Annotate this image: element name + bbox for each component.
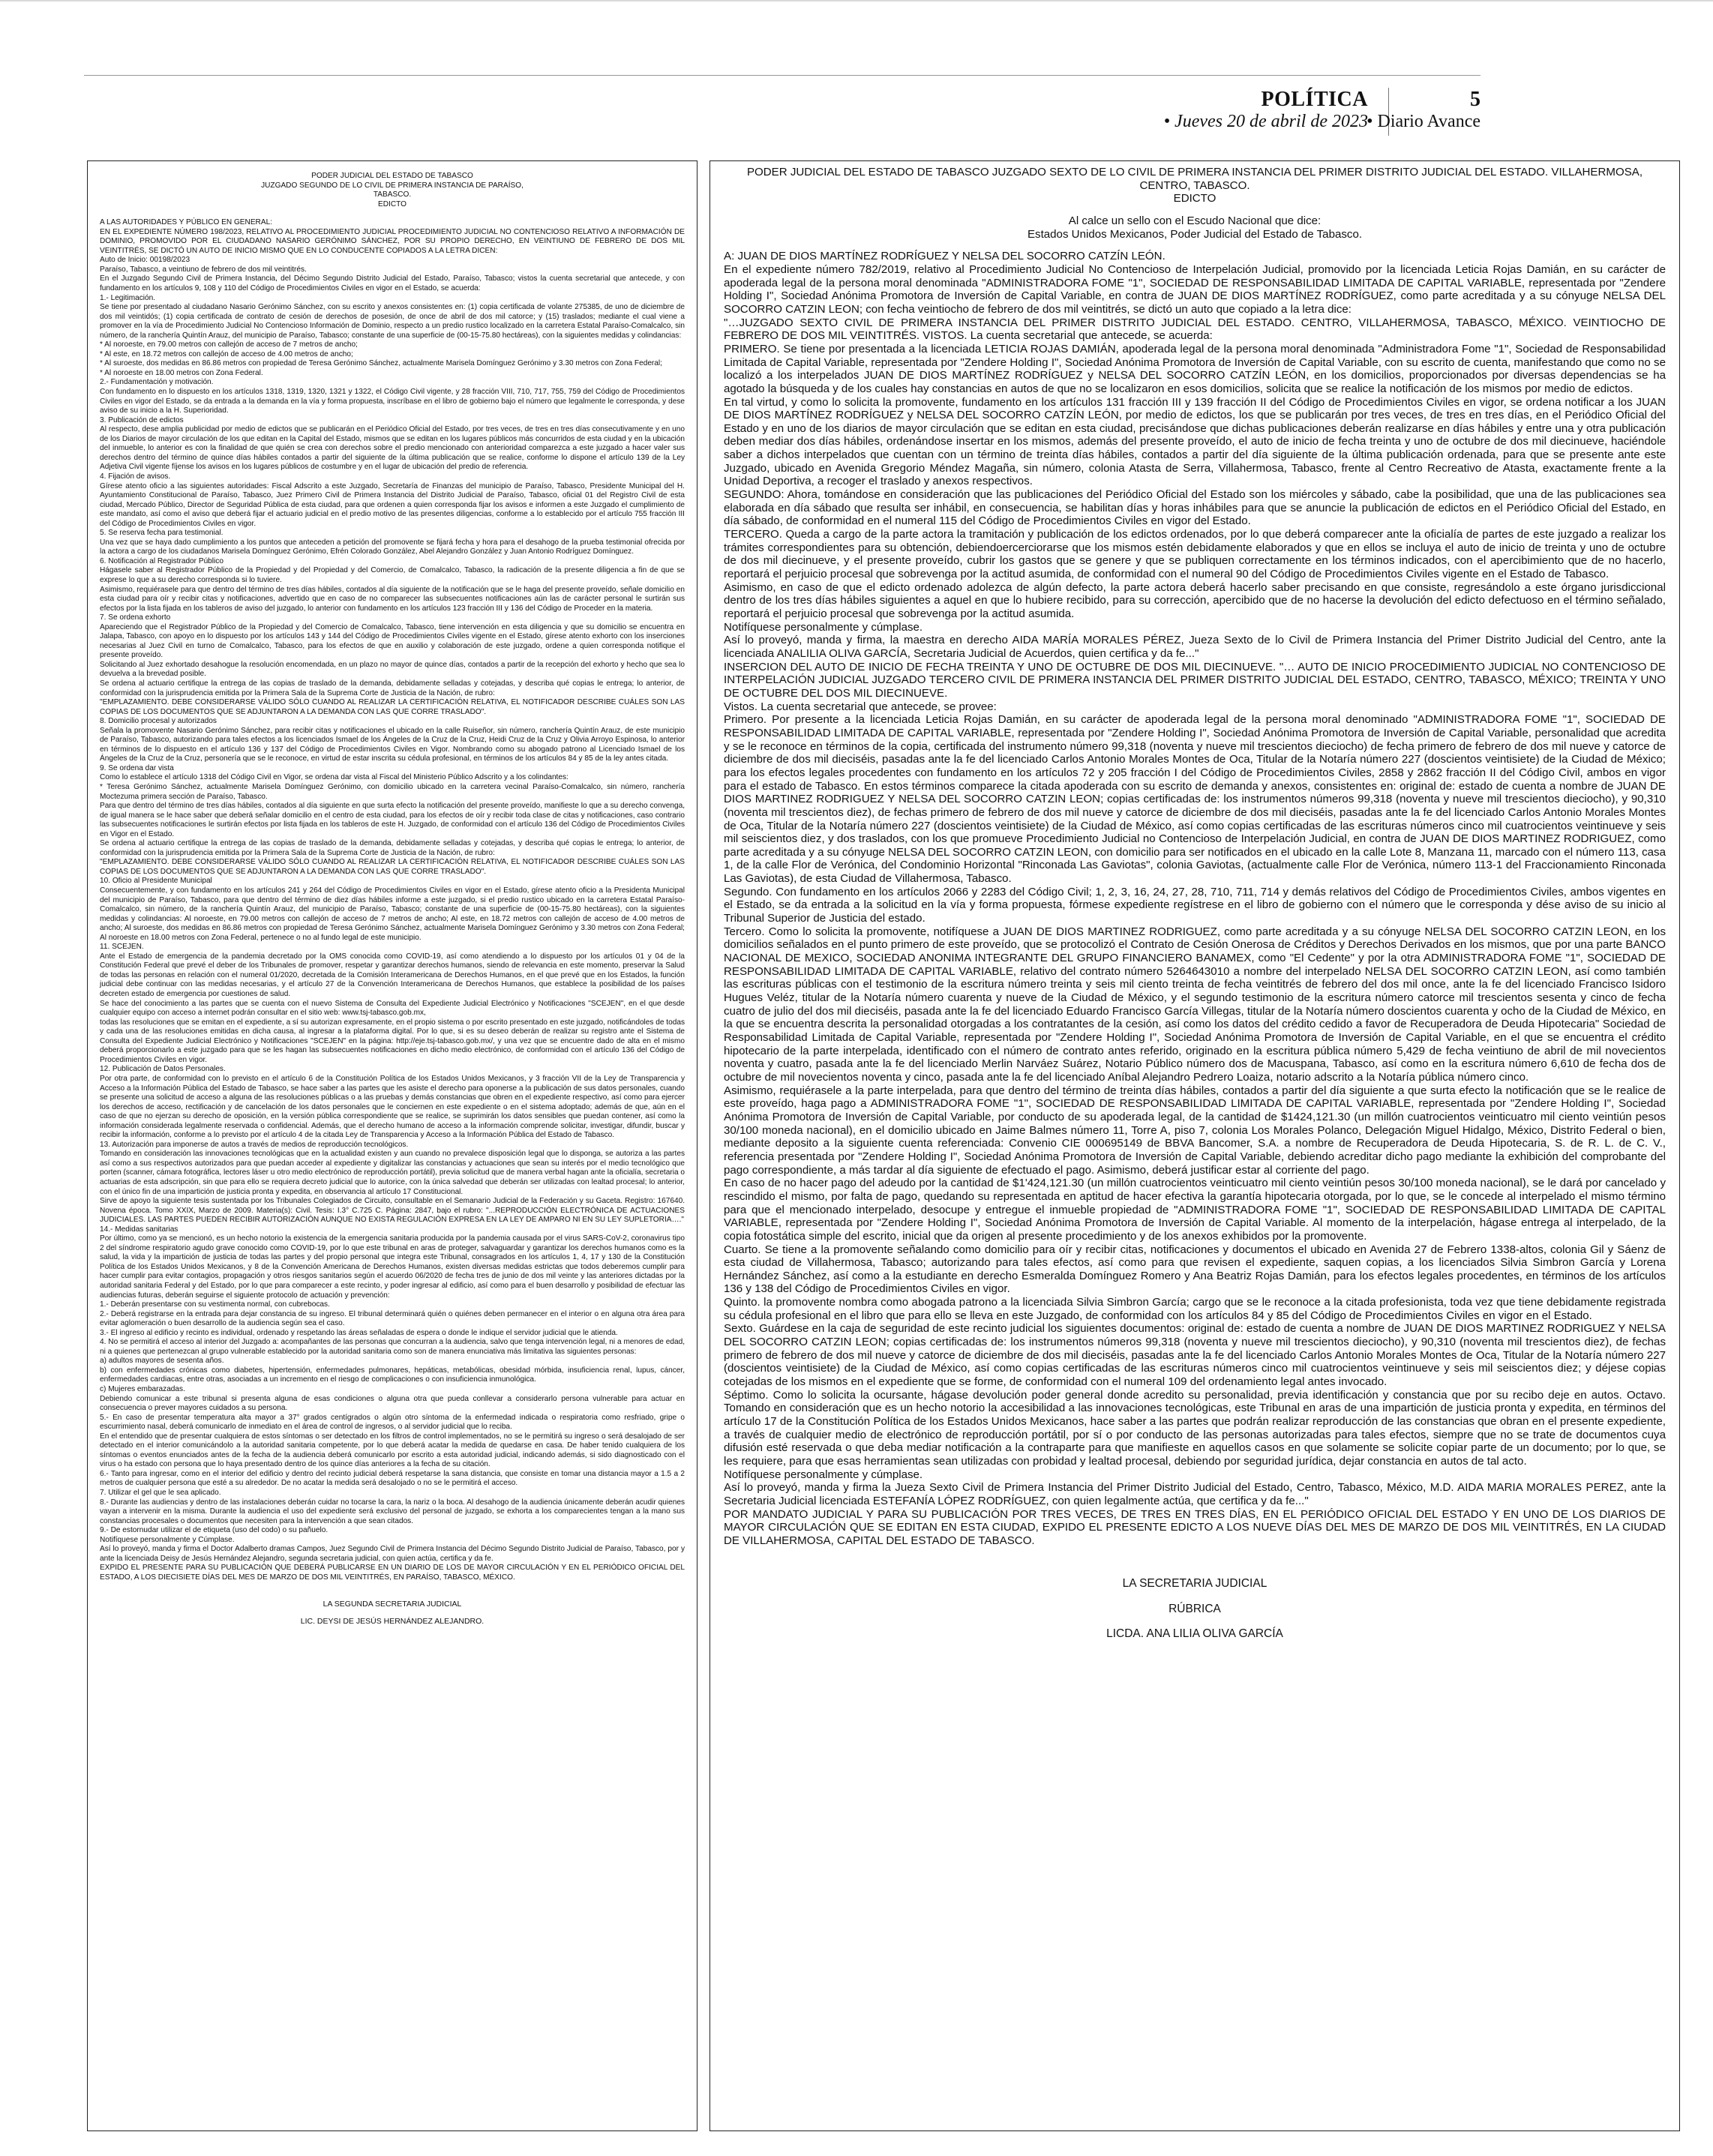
edict-paragraph: Notifíquese personalmente y cúmplase. bbox=[724, 620, 923, 634]
signature-line: LA SECRETARIA JUDICIAL bbox=[1122, 1577, 1268, 1591]
edict-villahermosa-heading bbox=[724, 166, 1666, 205]
section-title: POLÍTICA bbox=[1261, 88, 1368, 111]
edict-paragraph: Se ordena al actuario certifique la entrega de las copias de traslado de la demanda, debidamente selladas y cotejadas, y describa qué copias le entrega; lo anterior, de conformidad con la jurisprudencia emitida por la Primera Sala de la Suprema Corte de Justicia de la Nación, de rubro: bbox=[100, 679, 685, 697]
edict-paragraph: 6. Notificación al Registrador Público bbox=[100, 556, 224, 565]
seal-line: Al calce un sello con el Escudo Nacional que dice: bbox=[1068, 214, 1322, 227]
heading-line: JUZGADO SEGUNDO DE LO CIVIL DE PRIMERA INSTANCIA DE PARAÍSO, bbox=[261, 181, 524, 190]
edict-paragraph: En el entendido que de presentar cualquiera de estos síntomas o ser detectado en los filtros de control implementados, no se le permitirá su ingreso o será desalojado de ser detectado en el interior comunicándolo a la autoridad sanitaria competente, por lo que deberá acatar la medida de quedarse en casa. De haber tenido cualquiera de los síntomas o eventos enunciados antes de la fecha de la audiencia deberá comunicarlo por escrito a esta autoridad judicial, indicando además, si sido diagnosticado con el virus o ha estado con persona que lo haya presentado dentro de los quince días anteriores a la fecha de su citación. bbox=[100, 1432, 685, 1469]
edict-paragraph: Vistos. La cuenta secretarial que antecede, se provee: bbox=[724, 700, 997, 713]
edict-paragraph: Segundo. Con fundamento en los artículos 2066 y 2283 del Código Civil; 1, 2, 3, 16, 24, 27, 28, 710, 711, 714 y demás relativos del Código de Procedimientos Civiles, ambos vigentes en el Estado, se da entrada a la solicitud en la vía y forma propuesta, fórmese expediente regístrese en el libro de gobierno con el número que le corresponda y dése aviso de su inicio al Tribunal Superior de Justicia del estado. bbox=[724, 885, 1666, 925]
edict-paragraph: 5.- En caso de presentar temperatura alta mayor a 37° grados centígrados o algún otro síntoma de la enfermedad indicada o respiratoria como resfriado, gripe o escurrimiento nasal, deberá comunicarlo de inmediato en el área de control de ingresos, o al servidor judicial que lo reciba. bbox=[100, 1413, 685, 1432]
edict-paragraph: 11. SCEJEN. bbox=[100, 943, 144, 952]
edict-paragraph: 5. Se reserva fecha para testimonial. bbox=[100, 529, 224, 538]
edict-paragraph: Se hace del conocimiento a las partes que se cuenta con el nuevo Sistema de Consulta del Expediente Judicial Electrónico y Notificaciones "SCEJEN", en el que desde cualquier equipo con acceso a internet podrán consultar en el sitio web: www.tsj-tabasco.gob.mx, bbox=[100, 999, 685, 1018]
edict-paragraph: "EMPLAZAMIENTO. DEBE CONSIDERARSE VÁLIDO SÓLO CUANDO AL REALIZAR LA CERTIFICACIÓN RELATIVA, EL NOTIFICADOR DESCRIBE CUÁLES SON LAS COPIAS DE LOS DOCUMENTOS QUE SE ADJUNTARON A LA DEMANDA CON LAS QUE CORRE TRASLADO". bbox=[100, 698, 685, 716]
page-header bbox=[84, 75, 1480, 140]
edict-paragraph: 13. Autorización para imponerse de autos a través de medios de reproducción tecnológicos. bbox=[100, 1140, 409, 1149]
edict-paragraph: EN EL EXPEDIENTE NÚMERO 198/2023, RELATIVO AL PROCEDIMIENTO JUDICIAL PROCEDIMIENTO JUDICIAL NO CONTENCIOSO RELATIVO A INFORMACIÓN DE DOMINIO, PROMOVIDO POR EL CIUDADANO NASARIO GERÓNIMO SÁNCHEZ, POR SU PROPIO DERECHO, EN VEINTIUNO DE FEBRERO DE DOS MIL VEINTITRÉS, SE DICTÓ UN AUTO DE INICIO MISMO QUE EN LO CONDUCENTE COPIADOS A LA LETRA DICEN: bbox=[100, 227, 685, 255]
edict-paragraph: En tal virtud, y como lo solicita la promovente, fundamento en los artículos 131 fracción III y 139 fracción II del Código de Procedimientos Civiles en vigor, se ordena notificar a los JUAN DE DIOS MARTÍNEZ RODRÍGUEZ y NELSA DEL SOCORRO CATZÍN LEÓN, por medio de edictos, los que se publicarán por tres veces, de tres en tres días, en el Periódico Oficial del Estado y en uno de los diarios de mayor circulación que se editan en esta ciudad, precisándose que dichas publicaciones deberán realizarse en días hábiles y entre una y otra publicación deben mediar dos días hábiles, ordenándose insertar en los mismos, además del presente proveído, el auto de inicio de fecha treinta y uno de octubre de dos mil diecinueve, haciéndole saber a dichos interpelados que cuentan con un término de treinta días hábiles, contados a partir del día siguiente de la última publicación ordenada, para que se presente ante este Juzgado, ubicado en Avenida Gregorio Méndez Magaña, sin número, colonia Atasta de Serra, Villahermosa, Tabasco, frente al Centro Recreativo de Atasta, exactamente frente a la Unidad Deportiva, a recoger el traslado y anexos respectivos. bbox=[724, 395, 1666, 488]
edict-paragraph: 10. Oficio al Presidente Municipal bbox=[100, 877, 212, 886]
edict-paragraph: Quinto. la promovente nombra como abogada patrono a la licenciada Silvia Simbron García; cargo que se le reconoce a la citada profesionista, toda vez que tiene debidamente registrada su cédula profesional en el libro que para ello se lleva en este Juzgado, de conformidad con los artículos 84 y 85 del Código de Procedimientos Civiles en vigor en el Estado. bbox=[724, 1296, 1666, 1322]
edict-paragraph: Con fundamento en lo dispuesto en los artículos 1318, 1319, 1320, 1321 y 1322, el Código Civil vigente, y 28 fracción VIII, 710, 717, 755, 759 del Código de Procedimientos Civiles en vigor del Estado, se da entrada a la demanda en la vía y forma propuesta, inscríbase en el libro de gobierno bajo el número que legalmente le corresponda, y dese aviso de su inicio a la H. Superioridad. bbox=[100, 388, 685, 415]
edict-paragraph: Para que dentro del término de tres días hábiles, contados al día siguiente en que surta efecto la notificación del presente proveído, manifieste lo que a su derecho convenga, de igual manera se le hace saber que deberá señalar domicilio en el centro de esta ciudad, para los efectos de oír y recibir toda clase de citas y notificaciones, caso contrario las subsecuentes notificaciones le surtirán efectos por lista fijada en los tableros de este H. Juzgado, de conformidad con el artículo 136 del Código de Procedimientos Civiles en Vigor en el Estado. bbox=[100, 802, 685, 838]
edict-paragraph: Tercero. Como lo solicita la promovente, notifíquese a JUAN DE DIOS MARTINEZ RODRIGUEZ, como parte acreditada y a su cónyuge NELSA DEL SOCORRO CATZIN LEON, en los domicilios señalados en el punto primero de este proveído, que se protocolizó el Contrato de Cesión Onerosa de Créditos y Derechos Derivados en los mismos, que por una parte BANCO NACIONAL DE MEXICO, SOCIEDAD ANONIMA INTEGRANTE DEL GRUPO FINANCIERO BANAMEX, como "El Cedente" y por la otra ADMINISTRADORA FOME "1", SOCIEDAD DE RESPONSABILIDAD LIMITADA DE CAPITAL VARIABLE, relativo del contrato número 5264643010 a nombre del interpelado NELSA DEL SOCORRO CATZIN LEON, así como también las escrituras públicas con el testimonio de la escritura número treinta y seis mil ciento treinta de fecha veintitrés de febrero del dos mil once, ante la fe del licenciado Francisco Isidoro Hugues Veléz, titular de la Notaría número cuarenta y nueve de la Ciudad de México, y el segundo testimonio de la escritura número catorce mil trescientos sesenta y cinco de fecha cuatro de julio del dos mil dieciséis, pasada ante la fe del licenciado Eduardo Francisco García Villegas, titular de la Notaría número doscientos cuarenta y ocho de la Ciudad de México, en la que se encuentra descrita la personalidad otorgadas a los contratantes de la cesión, así como los datos del crédito cedido a favor de Recuperadora de Deuda Hipotecaria" Sociedad de Responsabilidad Limitada de Capital Variable, representada por "Zendere Holding I", Sociedad Anónima Promotora de Inversión de Capital Variable, en el que se encuentra el crédito hipotecario de la parte interpelada, identificado con el número de contrato antes referido, originado en la escritura pública número 5,429 de fecha veintiuno de abril de mil novecientos noventa y cuatro, pasada ante la fe del licenciado Merlin Narváez Suárez, Notario Público número dos de Macuspana, Tabasco, así como en la escritura número 6,610 de fecha dos de octubre de mil novecientos noventa y cinco, pasada ante la fe del licenciado Aníbal Alejandro Pedrero Loaiza, notario adscrito a la Notaría pública número cinco. bbox=[724, 925, 1666, 1084]
edict-paragraph: TERCERO. Queda a cargo de la parte actora la tramitación y publicación de los edictos ordenados, por lo que deberá comparecer ante la oficialía de partes de este juzgado a realizar los trámites correspondientes para su obtención, debiendoercerciorarse que los mismos estén debidamente elaborados y que en ellos se incluya el auto de inicio de treinta y uno de octubre de dos mil diecinueve, y el presente proveído, cubrir los gastos que se genere y que se publiquen correctamente en los términos indicados, con el apercibimiento que de no hacerlo, reportará el perjuicio procesal que sobrevenga por la actitud asumida, de conformidad con el numeral 90 del Código de Procedimientos Civiles vigente en el Estado de Tabasco. bbox=[724, 528, 1666, 581]
heading-line: PODER JUDICIAL DEL ESTADO DE TABASCO JUZGADO SEXTO DE LO CIVIL DE PRIMERA INSTANCIA DEL PRIMER DISTRITO JUDICIAL DEL ESTADO. VILLAHERMOSA, CENTRO, TABASCO. bbox=[746, 166, 1643, 192]
edict-villahermosa-body bbox=[724, 250, 1666, 1547]
edict-paragraph: SEGUNDO: Ahora, tomándose en consideración que las publicaciones del Periódico Oficial del Estado son los miércoles y sábado, cabe la posibilidad, que una de las publicaciones sea elaborada en día sábado que resulta ser inhábil, en consecuencia, se habilitan días y horas inhábiles para que se anuncie la publicación de edictos en el Periódico Oficial del Estado, en día sábado, de conformidad en el numeral 115 del Código de Procedimientos Civiles en vigor del Estado. bbox=[724, 488, 1666, 528]
edict-paragraph: Debiendo comunicar a este tribunal si presenta alguna de esas condiciones o alguna otra que pueda conllevar a considerarlo persona vulnerable para actuar en consecuencia o prever mayores cuidados a su persona. bbox=[100, 1394, 685, 1413]
edict-paragraph: Notifíquese personalmente y Cúmplase. bbox=[100, 1535, 235, 1544]
edict-paragraph: * Al noroeste en 18.00 metros con Zona Federal. bbox=[100, 368, 263, 377]
edict-paraiso-signature bbox=[100, 1600, 685, 1627]
edict-paragraph: Así lo proveyó, manda y firma, la maestra en derecho AIDA MARÍA MORALES PÉREZ, Jueza Sexto de lo Civil de Primera Instancia del Primer Distrito Judicial del Centro, ante la licenciada ANALILIA OLIVA GARCÍA, Secretaria Judicial de Acuerdos, quien certifica y da fe..." bbox=[724, 634, 1666, 660]
edict-paragraph: Primero. Por presente a la licenciada Leticia Rojas Damián, en su carácter de apoderada legal de la persona moral denominado "ADMINISTRADORA FOME "1", SOCIEDAD DE RESPONSABILIDAD LIMITADA DE CAPITAL VARIABLE, representada por "Zendere Holding I", Sociedad Anónima Promotora de Inversión de Capital Variable, personalidad que acredita y se le reconoce en términos de la copia, certificada del instrumento número 99,318 (noventa y nueve mil trescientos dieciocho) de fecha primero de febrero de dos mil nueve y catorce de diciembre de dos mil dieciséis, pasadas ante la fe del licenciado Carlos Antonio Morales Montes de Oca, Titular de la Notaría número 227 (doscientos veintisiete) de la Ciudad de México; para los efectos legales procedentes con fundamento en los artículos 72 y 205 fracción I del Código de Procedimientos Civiles, 2858 y 2862 fracción II del Código Civil, ambos en vigor para el estado de Tabasco. En estos términos comparece la citada apoderada con su escrito de demanda y anexos, consistentes en: original de: estado de cuenta a nombre de JUAN DE DIOS MARTINEZ RODRIGUEZ Y NELSA DEL SOCORRO CATZIN LEON; copias certificadas de: los instrumentos números 99,318 (noventa y nueve mil trescientos dieciocho), y 90,310 (noventa mil trescientos diez), de fechas primero de febrero de dos mil nueve y catorce de diciembre de dos mil dieciséis, pasadas ante la fe del licenciado Carlos Antonio Morales Montes de Oca, Titular de la Notaría número 227 (doscientos veintisiete) de la Ciudad de México, así como copias certificadas de las escrituras números cinco mil cuatrocientos veintinueve y seis mil seiscientos diez, y dos traslados, con los que promueve Procedimiento Judicial no Contencioso de Interpelación Judicial, en contra de JUAN DE DIOS MARTINEZ RODRIGUEZ, como parte acreditada y a su cónyuge NELSA DEL SOCORRO CATZIN LEON, con domicilio para ser notificados en el ubicado en la calle Lote 8, Manzana 11, marcado con el número 113, casa 1, de la calle Flor de Verónica, del Condominio Horizontal "Rinconada Las Gaviotas", colonia Gaviotas, (actualmente calle Flor de Verónica, número 113-1 del Fraccionamiento Rinconada Las Gaviotas), de esta Ciudad de Villahermosa, Tabasco. bbox=[724, 713, 1666, 886]
edict-paragraph: POR MANDATO JUDICIAL Y PARA SU PUBLICACIÓN POR TRES VECES, DE TRES EN TRES DÍAS, EN EL PERIÓDICO OFICIAL DEL ESTADO Y EN UNO DE LOS DIARIOS DE MAYOR CIRCULACIÓN QUE SE EDITAN EN ESTA CIUDAD, EXPIDO EL PRESENTE EDICTO A LOS NUEVE DÍAS DEL MES DE MARZO DE DOS MIL VEINTITRÉS, EN LA CIUDAD DE VILLAHERMOSA, CAPITAL DEL ESTADO DE TABASCO. bbox=[724, 1507, 1666, 1547]
edict-paraiso-body bbox=[100, 218, 685, 1582]
heading-line: TABASCO. bbox=[373, 190, 412, 199]
edict-paragraph: a) adultos mayores de sesenta años. bbox=[100, 1357, 224, 1366]
edict-paragraph: Gírese atento oficio a las siguientes autoridades: Fiscal Adscrito a este Juzgado, Secretaría de Finanzas del municipio de Paraíso, Tabasco, Presidente Municipal del H. Ayuntamiento Constitucional de Paraíso, Tabasco, Juez Primero Civil de Primera Instancia del Distrito Judicial de Paraíso, Tabasco, oficial 01 del Registro Civil de esta ciudad, Mercado Público, Director de Seguridad Pública de esta ciudad, para que ordenen a quien corresponda fijar los avisos e informen a este Juzgado el cumplimiento de este mandato, así como el aviso que deberá fijar el actuario judicial en el predio motivo de las presentes diligencias, conforme a lo establecido por el artículo 755 fracción III del Código de Procedimientos Civiles en vigor. bbox=[100, 481, 685, 528]
edict-paragraph: Señala la promovente Nasario Gerónimo Sánchez, para recibir citas y notificaciones el ubicado en la calle Ruiseñor, sin número, ranchería Quintín Arauz, de este municipio de Paraíso, Tabasco, autorizando para tales efectos a los licenciados Ismael de los Ángeles de la Cruz de la Cruz, Heidi Cruz de la Cruz y Olivia Arroyo Espinosa, lo anterior en términos de lo dispuesto en el artículo 136 y 137 del Código de Procedimientos Civiles en Vigor. Nombrando como su abogado patrono al Licenciado Ismael de los Ángeles de la Cruz de la Cruz, personería que se le reconoce, en virtud de estar inscrita su cédula profesional, en términos de los artículos 84 y 85 de la ley antes citada. bbox=[100, 726, 685, 763]
edict-paragraph: Sexto. Guárdese en la caja de seguridad de este recinto judicial los siguientes documentos: original de: estado de cuenta a nombre de JUAN DE DIOS MARTINEZ RODRIGUEZ Y NELSA DEL SOCORRO CATZIN LEON; copias certificadas de: los instrumentos números 99,318 (noventa y nueve mil trescientos dieciocho), y 90,310 (noventa mil trescientos diez), de fechas primero de febrero de dos mil nueve y catorce de diciembre de dos mil dieciséis, pasadas ante la fe del licenciado Carlos Antonio Morales Montes de Oca, Titular de la Notaría número 227 (doscientos veintisiete) de la Ciudad de México, así como copias certificadas de las escrituras números cinco mil cuatrocientos veintinueve y seis mil seiscientos diez; y déjese copias cotejadas de los mismos en el expediente que se forme, de conformidad con el numeral 109 del ordenamiento legal antes invocado. bbox=[724, 1322, 1666, 1389]
edict-paragraph: Así lo proveyó, manda y firma la Jueza Sexto Civil de Primera Instancia del Primer Distrito Judicial del Estado, Centro, Tabasco, México, M.D. AIDA MARIA MORALES PEREZ, ante la Secretaria Judicial licenciada ESTEFANÍA LÓPEZ RODRÍGUEZ, con quien legalmente actúa, que certifica y da fe..." bbox=[724, 1481, 1666, 1507]
edict-paragraph: Como lo establece el artículo 1318 del Código Civil en Vigor, se ordena dar vista al Fiscal del Ministerio Público Adscrito y a los colindantes: bbox=[100, 773, 568, 782]
edict-paragraph: Una vez que se haya dado cumplimiento a los puntos que anteceden a petición del promovente se fijará fecha y hora para el desahogo de la prueba testimonial ofrecida por la actora a cargo de los ciudadanos Marisela Domínguez Gerónimo, Efrén Colorado González, Abel Alejandro González y Juan Antonio Rodríguez Domínguez. bbox=[100, 538, 685, 556]
edict-paragraph: 14.- Medidas sanitarias bbox=[100, 1225, 178, 1234]
edict-paragraph: Asimismo, requiérasele a la parte interpelada, para que dentro del término de treinta días hábiles, contados a partir del día siguiente a que surta efecto la notificación que se le realice de este proveído, haga pago a ADMINISTRADORA FOME "1", SOCIEDAD DE RESPONSABILIDAD LIMITADA DE CAPITAL VARIABLE, representada por "Zendere Holding I", Sociedad Anónima Promotora de Inversión de Capital Variable, por conducto de su apoderada legal, de la cantidad de $1424,121.30 (un millón cuatrocientos veinticuatro mil ciento veintiún pesos 30/100 moneda nacional), en el domicilio ubicado en Jaime Balmes número 11, Torre A, piso 7, colonia Los Morales Polanco, Delegación Miguel Hidalgo, México, Distrito Federal o bien, mediante deposito a la siguiente cuenta referenciada: Convenio CIE 000695149 de BBVA Bancomer, S.A. a nombre de Recuperadora de Deuda Hipotecaria, S. de R. L. de C. V., referencia presentada por "Zendere Holding I", Sociedad Anónima Promotora de Inversión de Capital Variable, debiendo acreditar dicho pago mediante la exhibición del comprobante del pago correspondiente, a más tardar al día siguiente de efectuado el pago. Asimismo, deberá justificar estar al corriente del pago. bbox=[724, 1084, 1666, 1177]
heading-line: EDICTO bbox=[1173, 192, 1216, 205]
edict-paragraph: Sirve de apoyo la siguiente tesis sustentada por los Tribunales Colegiados de Circuito, consultable en el Semanario Judicial de la Federación y su Gaceta. Registro: 167640. Novena época. Tomo XXIX, Marzo de 2009. Materia(s): Civil. Tesis: I.3° C.725 C. Página: 2847, bajo el rubro: "...REPRODUCCIÓN ELECTRÓNICA DE ACTUACIONES JUDICIALES. LAS PARTES PUEDEN RECIBIR AUTORIZACIÓN AUNQUE NO EXISTA REGULACIÓN EXPRESA EN LA LEY DE AMPARO NI EN SU LEY SUPLETORIA…." bbox=[100, 1197, 685, 1225]
edict-paragraph: Así lo proveyó, manda y firma el Doctor Adalberto dramas Campos, Juez Segundo Civil de Primera Instancia del Décimo Segundo Distrito Judicial de Paraíso, Tabasco, por y ante la licenciada Deisy de Jesús Hernández Alejandro, segunda secretaria judicial, con quien actúa, certifica y da fe. bbox=[100, 1545, 685, 1563]
edict-paragraph: 9.- De estornudar utilizar el de etiqueta (uso del codo) o su pañuelo. bbox=[100, 1526, 328, 1535]
edict-paragraph: Al respecto, dese amplia publicidad por medio de edictos que se publicarán en el Periódico Oficial del Estado, por tres veces, de tres en tres días consecutivamente y en uno de los Diarios de mayor circulación de los que editan en la Capital del Estado, mismos que se editan en los lugares públicos más concurridos de esta ciudad y en la ubicación del inmueble, lo anterior es con la finalidad de que quién se crea con derechos sobre el predio mencionado con anterioridad comparezca a este juzgado a hacer valer sus derechos dentro del término de quince días hábiles contados a partir del siguiente de la última publicación que se realice, conforme lo dispone el artículo 139 de la Ley Adjetiva Civil vigente fíjense los avisos en los lugares públicos de costumbre y en el lugar de ubicación del predio de referencia. bbox=[100, 425, 685, 472]
edict-villahermosa-signature bbox=[724, 1577, 1666, 1641]
heading-line: EDICTO bbox=[378, 199, 406, 208]
edict-paragraph: Séptimo. Como lo solicita la ocursante, hágase devolución poder general donde acredito su personalidad, previa identificación y constancia que por su recibo deje en autos. Octavo. Tomando en consideración que es un hecho notorio la accesibilidad a las innovaciones tecnológicas, este Tribunal en aras de una impartición de justicia pronta y expedita, en términos del artículo 17 de la Constitución Política de los Estados Unidos Mexicanos, hace saber a las partes que podrán realizar reproducción de las constancias que obran en el presente expediente, a través de cualquier medio de electrónico de reproducción portátil, por sí o por conducto de las personas autorizadas para tales efectos, siempre que no se trate de documentos cuya difusión esté reservada o que deba mediar notificación a la contraparte para que manifieste en aquellos casos en que solamente se solicite copiar parte de un documento; por lo que, se les requiere, para que esas herramientas sean utilizadas con probidad y lealtad procesal, debiendo por seguridad jurídica, dejar constancia en autos de tal acto. bbox=[724, 1388, 1666, 1468]
edict-paragraph: b) con enfermedades crónicas como diabetes, hipertensión, enfermedades pulmonares, hepáticas, metabólicas, obesidad mórbida, insuficiencia renal, lupus, cáncer, enfermedades cardiacas, entre otras, asociadas a un incremento en el riesgo de complicaciones o con insuficiencia inmunológica. bbox=[100, 1366, 685, 1384]
edict-paragraph: 4. Fijación de avisos. bbox=[100, 472, 171, 481]
edict-paragraph: Ante el Estado de emergencia de la pandemia decretado por la OMS conocida como COVID-19, así como atendiendo a lo dispuesto por los artículos 01 y 04 de la Constitución Federal que prevé el deber de los Tribunales de promover, respetar y garantizar derechos humanos, siendo de relevancia en este momento, preservar la Salud de todas las personas en relación con el numeral 01/2020, decretada de la Comisión Interamericana de Derechos Humanos, en el que prevé que en los Estados, la función judicial debe continuar con las medidas necesarias, y el artículo 27 de la Convención Interamericana de Derechos Humanos, que establece la posibilidad de los países decreten estado de emergencia por cuestiones de salud. bbox=[100, 952, 685, 999]
edict-paragraph: * Al noroeste, en 79.00 metros con callejón de acceso de 7 metros de ancho; bbox=[100, 340, 358, 349]
edict-paragraph: 8. Domicilio procesal y autorizados bbox=[100, 717, 217, 726]
edict-paragraph: 2.- Deberá registrarse en la entrada para dejar constancia de su ingreso. El tribunal determinará quién o quiénes deben permanecer en el interior o en alguna otra área para evitar aglomeración o buen desarrollo de la audiencia según sea el caso. bbox=[100, 1309, 685, 1328]
edict-paragraph: En caso de no hacer pago del adeudo por la cantidad de $1'424,121.30 (un millón cuatrocientos veinticuatro mil ciento veintiún pesos 30/100 moneda nacional), se le dará por cancelado y rescindido el mismo, por falta de pago, quedando su representada en aptitud de hacer efectiva la garantía hipotecaria otorgada, por lo que, se le concede al interpelado el mismo término para que el mencionado interpelado, desocupe y entregue el inmueble propiedad de "ADMINISTRADORA FOME "1", SOCIEDAD DE RESPONSABILIDAD LIMITADA DE CAPITAL VARIABLE, representada por "Zendere Holding I", Sociedad Anónima Promotora de Inversión de Capital Variable. Al momento de la interpelación, hágase entrega al interpelado, de la copia fotostática simple del escrito, inicial que da origen al presente procedimiento y de los anexos exhibidos por la promovente. bbox=[724, 1177, 1666, 1243]
heading-line: PODER JUDICIAL DEL ESTADO DE TABASCO bbox=[311, 172, 473, 180]
edict-paragraph: Auto de Inicio: 00198/2023 bbox=[100, 256, 190, 265]
edict-paragraph: 2.- Fundamentación y motivación. bbox=[100, 378, 214, 387]
signature-line: RÚBRICA bbox=[1168, 1602, 1221, 1615]
edict-paragraph: * Al suroeste, dos medidas en 86.86 metros con propiedad de Teresa Gerónimo Sánchez, actualmente Marisela Domínguez Gerónimo y 3.30 metros con Zona Federal; bbox=[100, 359, 662, 368]
newspaper-name: • Diario Avance bbox=[1366, 112, 1480, 131]
publication-date: • Jueves 20 de abril de 2023 bbox=[1163, 112, 1368, 131]
edict-paragraph: Por otra parte, de conformidad con lo previsto en el artículo 6 de la Constitución Política de los Estados Unidos Mexicanos, y 3 fracción VII de la Ley de Transparencia y Acceso a la Información Pública del Estado de Tabasco, se hace saber a las partes que les asiste el derecho para oponerse a la publicación de sus datos personales, cuando se presente una solicitud de acceso a alguna de las resoluciones públicas o a las pruebas y demás constancias que obren en el expediente respectivo, así como para ejercer los derechos de acceso, rectificación y de cancelación de los datos personales que le conciernen en este expediente o en el sistema adoptado; además de que, aún en el caso de que no ejerzan su derecho de oposición, en la versión pública correspondiente que se realice, se suprimirán los datos sensibles que puedan contener, así como la información considerada legalmente reservada o confidencial. Además, que el derecho humano de acceso a la información comprende solicitar, investigar, difundir, buscar y recibir la información, conforme a lo previsto por el artículo 4 de la citada Ley de Transparencia y Acceso a la Información Pública del Estado de Tabasco. bbox=[100, 1074, 685, 1140]
edict-paragraph: * Al este, en 18.72 metros con callejón de acceso de 4.00 metros de ancho; bbox=[100, 349, 353, 358]
edict-paragraph: EXPIDO EL PRESENTE PARA SU PUBLICACIÓN QUE DEBERÁ PUBLICARSE EN UN DIARIO DE LOS DE MAYOR CIRCULACIÓN Y EN EL PERIÓDICO OFICIAL DEL ESTADO, A LOS DIECISIETE DÍAS DEL MES DE MARZO DE DOS MIL VEINTITRÉS, EN PARAÍSO, TABASCO, MÉXICO. bbox=[100, 1564, 685, 1582]
seal-description bbox=[724, 214, 1666, 241]
edict-paragraph: "…JUZGADO SEXTO CIVIL DE PRIMERA INSTANCIA DEL PRIMER DISTRITO JUDICIAL DEL ESTADO. CENTRO, VILLAHERMOSA, TABASCO, MÉXICO. VEINTIOCHO DE FEBRERO DE DOS MIL VEINTITRÉS. VISTOS. La cuenta secretarial que antecede, se acuerda: bbox=[724, 316, 1666, 343]
edict-paragraph: Paraíso, Tabasco, a veintiuno de febrero de dos mil veintitrés. bbox=[100, 265, 307, 274]
edict-paragraph: Asimismo, en caso de que el edicto ordenado adolezca de algún defecto, la parte actora deberá hacerlo saber precisando en que consiste, regresándolo a este órgano jurisdiccional dentro de los tres días hábiles siguientes a aquel en que lo hubiere recibido, para su corrección, apercibido que de no hacerse la devolución del edicto defectuoso en el término señalado, reportará el perjuicio procesal que sobrevenga por la actitud asumida. bbox=[724, 580, 1666, 620]
edict-paragraph: Consecuentemente, y con fundamento en los artículos 241 y 264 del Código de Procedimientos Civiles en vigor en el Estado, gírese atento oficio a la Presidenta Municipal del municipio de Paraíso, Tabasco, para que dentro del término de diez días hábiles informe a este juzgado, si el predio rustico ubicado en la carretera Estatal Paraíso-Comalcalco, sin número, de la ranchería Quintín Arauz, del municipio de Paraíso, Tabasco; constante de una superficie de (00-15-75.80 hectáreas), con la siguientes medidas y colindancias: Al noroeste, en 79.00 metros con callejón de acceso de 7 metros de ancho; Al este, en 18.72 metros con callejón de acceso de 4.00 metros de ancho; Al suroeste, dos medidas en 86.86 metros con propiedad de Teresa Gerónimo Sánchez, actualmente Marisela Domínguez Gerónimo y 3.30 metros con Zona Federal; Al noroeste en 18.00 metros con Zona Federal, pertenece o no al fundo legal de este municipio. bbox=[100, 886, 685, 942]
edict-paragraph: Apareciendo que el Registrador Público de la Propiedad y del Comercio de Comalcalco, Tabasco, tiene intervención en esta diligencia y que su domicilio se encuentra en Jalapa, Tabasco, con apoyo en lo dispuesto por los artículos 143 y 144 del Código de Procedimientos Civiles vigente en el Estado, gírese atento exhorto con los inserciones necesarias al Juez Civil en turno de Comalcalco, Tabasco, para los efectos de que en auxilio y colaboración de este juzgado, ordene a quien corresponda notifique el presente proveído. bbox=[100, 622, 685, 660]
edict-paraiso-heading bbox=[100, 172, 685, 209]
edict-paragraph: 3.- El ingreso al edificio y recinto es individual, ordenado y respetando las áreas señaladas de espera o donde le indique el servidor judicial que le atienda. bbox=[100, 1328, 618, 1337]
signature-line: LICDA. ANA LILIA OLIVA GARCÍA bbox=[1106, 1627, 1283, 1641]
edict-paragraph: 8.- Durante las audiencias y dentro de las instalaciones deberán cuidar no tocarse la cara, la nariz o la boca. Al desahogo de la audiencia únicamente deberán acudir quienes vayan a intervenir en la misma. Durante la audiencia el uso del expediente será exclusivo del personal de juzgado, se exhorta a los comparecientes tengan a la mano sus constancias procesales o documentos que necesiten para la intervención a que sean citados. bbox=[100, 1498, 685, 1525]
edict-paragraph: INSERCION DEL AUTO DE INICIO DE FECHA TREINTA Y UNO DE OCTUBRE DE DOS MIL DIECINUEVE. "… AUTO DE INICIO PROCEDIMIENTO JUDICIAL NO CONTENCIOSO DE INTERPELACIÓN JUDICIAL JUZGADO TERCERO CIVIL DE PRIMERA INSTANCIA DEL PRIMER DISTRITO JUDICIAL DEL ESTADO, CENTRO, TABASCO, MÉXICO; TREINTA Y UNO DE OCTUBRE DEL DOS MIL DIECINUEVE. bbox=[724, 660, 1666, 700]
edict-villahermosa bbox=[710, 160, 1680, 2131]
edict-paragraph: En el Juzgado Segundo Civil de Primera Instancia, del Décimo Segundo Distrito Judicial del Estado, Paraíso, Tabasco; vistos la cuenta secretarial que antecede, y con fundamento en los artículos 9, 108 y 110 del Código de Procedimientos Civiles en vigor en el Estado, se acuerda: bbox=[100, 274, 685, 293]
edict-paraiso bbox=[87, 160, 698, 2131]
edict-paragraph: c) Mujeres embarazadas. bbox=[100, 1385, 185, 1393]
edict-paragraph: todas las resoluciones que se emitan en el expediente, a sí su autorizan expresamente, en el propio sistema o por escrito presentado en este juzgado, notificándoles de todas y cada una de las resoluciones emitidas en dicha causa, al ingresar a la plataforma digital. Por lo que, si es su deseo deberán de realizar su registro ante el Sistema de Consulta del Expediente Judicial Electrónico y Notificaciones "SCEJEN" en la página: http://eje.tsj-tabasco.gob.mx/, y una vez que se encuentre dado de alta en el mismo deberá proporcionarlo a este juzgado para que se les hagan las subsecuentes notificaciones en dicho medio electrónico, de conformidad con el artículo 136 del Código de Procedimientos Civiles en vigor. bbox=[100, 1018, 685, 1064]
edict-paragraph: Tomando en consideración las innovaciones tecnológicas que en la actualidad existen y aun cuando no prevalece disposición legal que lo disponga, se autoriza a las partes así como a sus respectivos autorizados para que puedan acceder al expediente y digitalizar las constancias y actuaciones que sean su interés por el medio tecnológico que porten (scanner, cámara fotográfica, lectores láser u otro medio electrónico de reproducción portátil), previa solicitud que de manera verbal hagan ante la oficialía, secretaria o actuarias de esta adscripción, sin que para ello se requiera decreto judicial que lo autorice, con la única salvedad que deberán ser utilizadas con lealtad procesal; lo anterior, con el único fin de una impartición de justicia pronta y expedita, en observancia al artículo 17 Constitucional. bbox=[100, 1150, 685, 1196]
edict-paragraph: 4. No se permitirá el acceso al interior del Juzgado a: acompañantes de las personas que concurran a la audiencia, salvo que tenga intervención legal, ni a menores de edad, ni a quienes que pertenezcan al grupo vulnerable establecido por la autoridad sanitaria como son de manera enunciativa más limitativa las siguientes personas: bbox=[100, 1338, 685, 1356]
edict-paragraph: Notifíquese personalmente y cúmplase. bbox=[724, 1468, 923, 1481]
page-number: 5 bbox=[1470, 88, 1480, 111]
edict-paragraph: A LAS AUTORIDADES Y PÚBLICO EN GENERAL: bbox=[100, 218, 272, 227]
edict-paragraph: 9. Se ordena dar vista bbox=[100, 763, 174, 772]
edict-paragraph: Cuarto. Se tiene a la promovente señalando como domicilio para oír y recibir citas, notificaciones y documentos el ubicado en Avenida 27 de Febrero 1338-altos, colonia Gil y Sáenz de esta ciudad de Villahermosa, Tabasco; autorizando para tales efectos, así como para que revisen el expediente, saquen copias, a los licenciados Silvia Simbron García y Lorena Hernández Sánchez, así como a la estudiante en derecho Esmeralda Domínguez Romero y Ana Beatriz Rojas Damián, para los efectos legales procedentes, en términos de los artículos 136 y 138 del Código de Procedimientos Civiles en vigor. bbox=[724, 1243, 1666, 1296]
signature-line: LIC. DEYSI DE JESÚS HERNÁNDEZ ALEJANDRO. bbox=[300, 1617, 484, 1627]
edict-paragraph: Solicitando al Juez exhortado desahogue la resolución encomendada, en un plazo no mayor de quince días, contados a partir de la recepción del exhorto y hecho que sea lo devuelva a la brevedad posible. bbox=[100, 660, 685, 679]
edict-paragraph: 1.- Deberán presentarse con su vestimenta normal, con cubrebocas. bbox=[100, 1300, 330, 1309]
edict-paragraph: Hágasele saber al Registrador Público de la Propiedad y del Propiedad y del Comercio, de Comalcalco, Tabasco, la radicación de la presente diligencia a fin de que se exprese lo que a su derecho corresponda si lo tuviere. bbox=[100, 566, 685, 584]
edict-paragraph: "EMPLAZAMIENTO. DEBE CONSIDERARSE VÁLIDO SÓLO CUANDO AL REALIZAR LA CERTIFICACIÓN RELATIVA, EL NOTIFICADOR DESCRIBE CUÁLES SON LAS COPIAS DE LOS DOCUMENTOS QUE SE ADJUNTARON A LA DEMANDA CON LAS QUE CORRE TRASLADO". bbox=[100, 858, 685, 876]
edict-paragraph: A: JUAN DE DIOS MARTÍNEZ RODRÍGUEZ Y NELSA DEL SOCORRO CATZÍN LEÓN. bbox=[724, 250, 1166, 263]
edict-paragraph: PRIMERO. Se tiene por presentada a la licenciada LETICIA ROJAS DAMIÁN, apoderada legal de la persona moral denominada "Administradora Fome "1", Sociedad de Responsabilidad Limitada de Capital Variable, representada por "Zendere Holding I", Sociedad Anónima Promotora de Inversión de Capital Variable, con su escrito de cuenta, manifestando que como no se localizó a los interpelados JUAN DE DIOS MARTÍNEZ RODRÍGUEZ y NELSA DEL SOCORRO CATZÍN LEÓN, en los domicilios, proporcionados por diversas dependencias se ha agotado la búsqueda y de los cuales hay constancias en autos de que no se localizaron en esos domicilios, solicita que se realice la notificación de los mismos por medio de edictos. bbox=[724, 342, 1666, 395]
edict-paragraph: Asimismo, requiérasele para que dentro del término de tres días hábiles, contados al día siguiente de la notificación que se le haga del presente proveído, señale domicilio en esta ciudad para oír y recibir citas y notificaciones, advertido que en caso de no comparecer las subsecuentes notificaciones aún las de carácter personal le surtirán sus efectos por la lista fijada en los tableros de aviso del juzgado, lo anterior con fundamento en los artículos 123 fracción III y 136 del Código de Proceder en la materia. bbox=[100, 585, 685, 613]
edict-paragraph: 6.- Tanto para ingresar, como en el interior del edificio y dentro del recinto judicial deberá respetarse la sana distancia, que consiste en tomar una distancia mayor a 1.5 a 2 metros de cualquier persona que esté a su alrededor. De no acatar la medida será desalojado o no se le permitirá el acceso. bbox=[100, 1469, 685, 1488]
edict-paragraph: 7. Utilizar el gel que le sea aplicado. bbox=[100, 1489, 221, 1498]
edict-paragraph: Se tiene por presentado al ciudadano Nasario Gerónimo Sánchez, con su escrito y anexos consistentes en: (1) copia certificada de volante 275385, de uno de diciembre de dos mil veintidós; (1) copia certificada de contrato de cesión de derechos de posesión, de once de abril de dos mil catorce; y (15) traslados; mediante el cual viene a promover en la vía de Procedimiento Judicial No Contencioso Información de Dominio, respecto a un predio rustico localizado en la carretera Estatal Paraíso-Comalcalco, sin número, de la ranchería Quintín Arauz, del municipio de Paraíso, Tabasco; constante de una superficie de (00-15-75.80 hectáreas), con la siguientes medidas y colindancias: bbox=[100, 303, 685, 340]
top-rule bbox=[0, 0, 1713, 1]
edict-paragraph: * Teresa Gerónimo Sánchez, actualmente Marisela Domínguez Gerónimo, con domicilio ubicado en la carretera vecinal Paraíso-Comalcalco, sin número, ranchería Moctezuma primera sección de Paraíso, Tabasco. bbox=[100, 783, 685, 801]
seal-line: Estados Unidos Mexicanos, Poder Judicial del Estado de Tabasco. bbox=[1027, 227, 1363, 241]
edict-paragraph: 12. Publicación de Datos Personales. bbox=[100, 1065, 226, 1074]
edict-paragraph: 7. Se ordena exhorto bbox=[100, 613, 171, 622]
signature-line: LA SEGUNDA SECRETARIA JUDICIAL bbox=[322, 1599, 462, 1609]
edict-paragraph: 3. Publicación de edictos bbox=[100, 415, 184, 424]
edict-paragraph: 1.- Legitimación. bbox=[100, 293, 156, 302]
edict-paragraph: Se ordena al actuario certifique la entrega de las copias de traslado de la demanda, debidamente selladas y cotejadas, y describa qué copias le entrega; lo anterior, de conformidad con la jurisprudencia emitida por la Primera Sala de la Suprema Corte de Justicia de la Nación, de rubro: bbox=[100, 839, 685, 857]
edict-paragraph: En el expediente número 782/2019, relativo al Procedimiento Judicial No Contencioso de Interpelación Judicial, promovido por la licenciada Leticia Rojas Damián, en su carácter de apoderada legal de la persona moral denominada "ADMINISTRADORA FOME "1", SOCIEDAD DE RESPONSABILIDAD LIMITADA DE CAPITAL VARIABLE, representada por "Zendere Holding I", Sociedad Anónima Promotora de Inversión de Capital Variable, en contra de JUAN DE DIOS MARTÍNEZ RODRÍGUEZ, como parte acreditada y a su cónyuge NELSA DEL SOCORRO CATZIN LEON; con fecha veintiocho de febrero de dos mil veintitrés, se dictó un auto que copiado a la letra dice: bbox=[724, 262, 1666, 316]
edict-paragraph: Por último, como ya se mencionó, es un hecho notorio la existencia de la emergencia sanitaria producida por la pandemia causada por el virus SARS-CoV-2, coronavirus tipo 2 del síndrome respiratorio agudo grave conocido como COVID-19, por lo que este tribunal en aras de proteger, salvaguardar y garantizar los derechos humanos como es la salud, la vida y la impartición de justicia de todas las partes y del propio personal que integra este Tribunal, consagrados en los artículos 1, 4, 17 y 130 de la Constitución Política de los Estados Unidos Mexicanos, y 8 de la Convención Americana de Derechos Humanos, existen diversas medidas estrictas que todos deberemos cumplir para hacer cumplir para evitar contagios, propagación y otros riesgos sanitarios según el acuerdo 06/2020 de fecha tres de junio de dos mil veinte y las anteriores dictadas por la autoridad sanitaria Federal y del Estado, por lo que para comparecer a este recinto, y poder ingresar al edificio, así como para el buen desarrollo y posibilidad de efectuar las audiencias futuras, deberán seguirse el siguiente protocolo de actuación y prevención: bbox=[100, 1234, 685, 1300]
